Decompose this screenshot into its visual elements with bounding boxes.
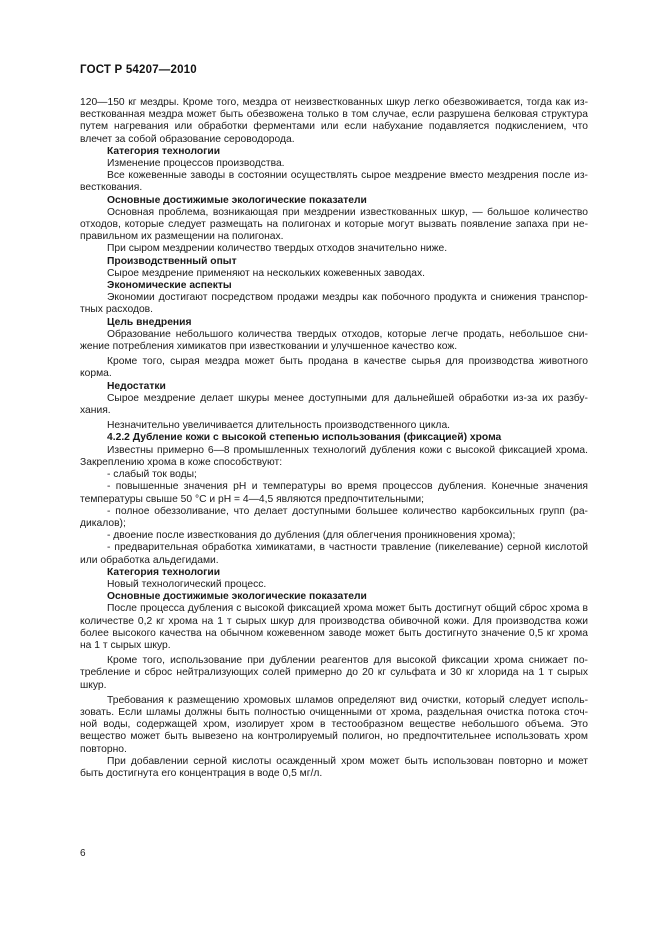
section-heading: Основные достижимые экологические показатели [107,194,367,206]
section-heading: Цель внедрения [107,316,192,328]
list-item: - полное обеззоливание, что делает доступными большее количество карбоксильных групп (ра-дикалов); [80,505,588,529]
paragraph: Кроме того, сырая мездра может быть продана в качестве сырья для производства животного корма. [80,356,588,380]
page-number: 6 [80,848,86,859]
paragraph: Известны примерно 6—8 промышленных технологий дубления кожи с высокой фиксацией хрома. Закреплению хрома в коже способствуют: [80,444,588,468]
subsection-heading: 4.2.2 Дубление кожи с высокой степенью использования (фиксацией) хрома [107,432,502,444]
section-heading: Производственный опыт [107,255,237,267]
paragraph: После процесса дубления с высокой фиксацией хрома может быть достигнут общий сброс хрома в количестве 0,2 кг хрома на 1 т сырых шкур для производства обивочной кожи. Для производства кожи более высокого качества на обычном кожевенном заводе может быть достигнуто значение 0,5 кг хрома на 1 т сырых шкур. [80,603,588,651]
paragraph: Сырое мездрение делает шкуры менее доступными для дальнейшей обработки из-за их разбу-хания. [80,392,588,417]
paragraph: Образование небольшого количества твердых отходов, которые легче продать, небольшое сни-жение потребления химикатов при известковании и улучшенное качество кож. [80,328,588,353]
paragraph: При добавлении серной кислоты осажденный хром может быть использован повторно и может быть достигнута его концентрация в воде 0,5 мг/л. [80,755,588,779]
list-item: - предварительная обработка химикатами, в частности травление (пикелевание) серной кислотой или обработка альдегидами. [80,542,588,566]
paragraph: Незначительно увеличивается длительность производственного цикла. [107,420,451,432]
section-heading: Основные достижимые экологические показатели [107,591,367,603]
document-header: ГОСТ Р 54207—2010 [80,64,197,76]
paragraph: При сыром мездрении количество твердых отходов значительно ниже. [107,243,448,255]
paragraph: Все кожевенные заводы в состоянии осуществлять сырое мездрение вместо мездрения после из-весткования. [80,170,588,194]
paragraph: Требования к размещению хромовых шламов определяют вид очистки, который следует исполь-зовать. Если шламы должны быть полностью очищенными от хрома, раздельная очистка потока сточ-ной воды, содержащей хром, изолирует хром в тестообразном веществе небольшого объема. Это вещество может быть вывезено на контролируемый полигон, но предпочтительнее использовать хром повторно. [80,694,588,755]
paragraph: Сырое мездрение применяют на нескольких кожевенных заводах. [107,267,425,279]
list-item: - повышенные значения рН и температуры во время процессов дубления. Конечные значения температуры свыше 50 °С и рН = 4—4,5 являются предпочтительными; [80,481,588,505]
paragraph: Новый технологический процесс. [107,578,267,590]
paragraph: Кроме того, использование при дублении реагентов для высокой фиксации хрома снижает по-требление и сброс нейтрализующих солей примерно до 20 кг сульфата и 30 кг хлорида на 1 т сырых шкур. [80,655,588,691]
section-heading: Недостатки [107,380,166,392]
paragraph: 120—150 кг мездры. Кроме того, мездра от неизвесткованных шкур легко обезвоживается, тогда как из-весткованная мездра может быть обезвожена только в том случае, если разрушена белковая структура путем нагревания или обработки ферментами или если набухание подавляется подкислением, что влечет за собой образование сероводорода. [80,97,588,145]
section-heading: Категория технологии [107,566,221,578]
section-heading: Категория технологии [107,145,221,157]
list-item: - двоение после известкования до дубления (для облегчения проникновения хрома); [107,530,516,542]
paragraph: Экономии достигают посредством продажи мездры как побочного продукта и снижения транспор-тных расходов. [80,292,588,316]
paragraph: Изменение процессов производства. [107,158,285,170]
document-body [80,97,588,780]
paragraph: Основная проблема, возникающая при мездрении известкованных шкур, — большое количество отходов, которые следует размещать на полигонах и которые могут вызвать появление запаха при не-правильном их размещении на полигонах. [80,206,588,243]
list-item: - слабый ток воды; [107,469,197,481]
section-heading: Экономические аспекты [107,280,232,292]
